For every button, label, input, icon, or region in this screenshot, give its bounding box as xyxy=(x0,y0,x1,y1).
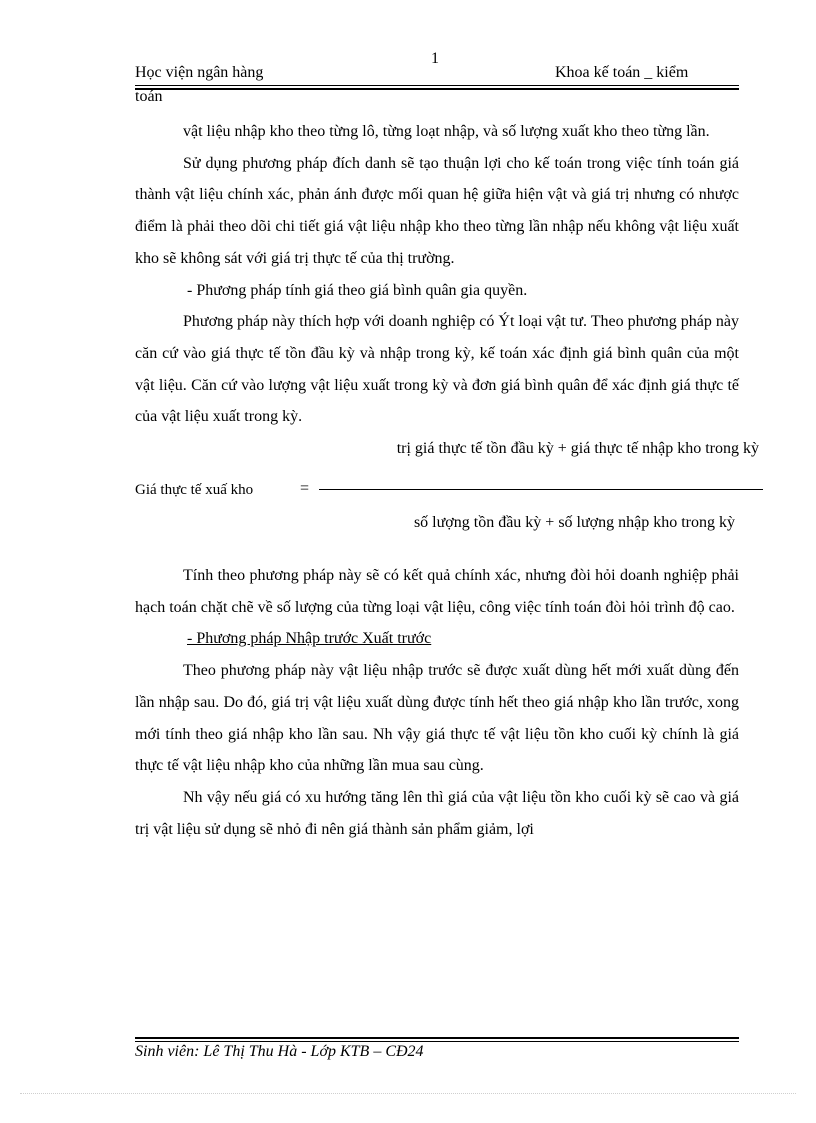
weighted-average-formula xyxy=(135,433,759,560)
formula-denominator: số lượng tồn đầu kỳ + số lượng nhập kho trong kỳ xyxy=(413,514,735,532)
formula-numerator: trị giá thực tế tồn đầu kỳ + giá thực tế nhập kho trong kỳ xyxy=(396,440,759,458)
page-boundary xyxy=(20,1093,796,1094)
header-institution: Học viện ngân hàng xyxy=(135,64,264,81)
footer-student-info: Sinh viên: Lê Thị Thu Hà - Lớp KTB – CĐ24 xyxy=(135,1043,424,1060)
header-faculty-wrap: toán xyxy=(135,88,163,105)
fifo-heading: - Phương pháp Nhập trước Xuất trước xyxy=(187,630,432,648)
footer-rule-thin xyxy=(135,1041,739,1042)
fraction-bar xyxy=(319,489,763,490)
paragraph: Sử dụng phương pháp đích danh sẽ tạo thuận lợi cho kế toán trong việc tính toán giá thành vật liệu chính xác, phản ánh được mối quan hệ giữa hiện vật và giá trị nhưng có nhược điểm là phải theo dõi chi tiết giá vật liệu nhập kho theo từng lần nhập nếu không vật liệu xuất kho sẽ không sát với giá trị thực tế của thị trường. xyxy=(135,154,739,267)
formula-equals: = xyxy=(300,480,310,498)
footer-rule-thick xyxy=(135,1037,739,1039)
bullet-heading xyxy=(135,623,739,655)
bullet-heading: - Phương pháp tính giá theo giá bình quân gia quyền. xyxy=(187,281,528,299)
page-number: 1 xyxy=(431,50,439,67)
header-faculty: Khoa kế toán _ kiểm xyxy=(555,64,689,81)
paragraph: Phương pháp này thích hợp với doanh nghiệp có Ýt loại vật tư. Theo phương pháp này căn cứ vào giá thực tế tồn đầu kỳ và nhập trong kỳ, kế toán xác định giá bình quân của một vật liệu. Căn cứ vào lượng vật liệu xuất trong kỳ và đơn giá bình quân để xác định giá thực tế của vật liệu xuất trong kỳ. xyxy=(135,313,739,426)
paragraph: Nh vậy nếu giá có xu hướng tăng lên thì giá của vật liệu tồn kho cuối kỳ sẽ cao và giá trị vật liệu sử dụng sẽ nhỏ đi nên giá thành sản phẩm giảm, lợi xyxy=(135,788,739,838)
formula-lhs: Giá thực tế xuấ kho xyxy=(135,482,254,499)
paragraph: Theo phương pháp này vật liệu nhập trước sẽ được xuất dùng hết mới xuất dùng đến lần nhập sau. Do đó, giá trị vật liệu xuất dùng được tính hết theo giá nhập kho lần trước, xong mới tính theo giá nhập kho lần sau. Nh vậy giá thực tế vật liệu tồn kho cuối kỳ chính là giá thực tế vật liệu nhập kho của những lần mua sau cùng. xyxy=(135,662,739,775)
paragraph: Tính theo phương pháp này sẽ có kết quả chính xác, nhưng đòi hỏi doanh nghiệp phải hạch toán chặt chẽ về số lượng của từng loại vật liệu, công việc tính toán đòi hỏi trình độ cao. xyxy=(135,567,739,616)
paragraph: vật liệu nhập kho theo từng lô, từng loạt nhập, và số lượng xuất kho theo từng lần. xyxy=(183,123,710,140)
header-rule-thin xyxy=(135,85,739,86)
document-body xyxy=(135,116,759,845)
header-rule-thick xyxy=(135,88,739,90)
